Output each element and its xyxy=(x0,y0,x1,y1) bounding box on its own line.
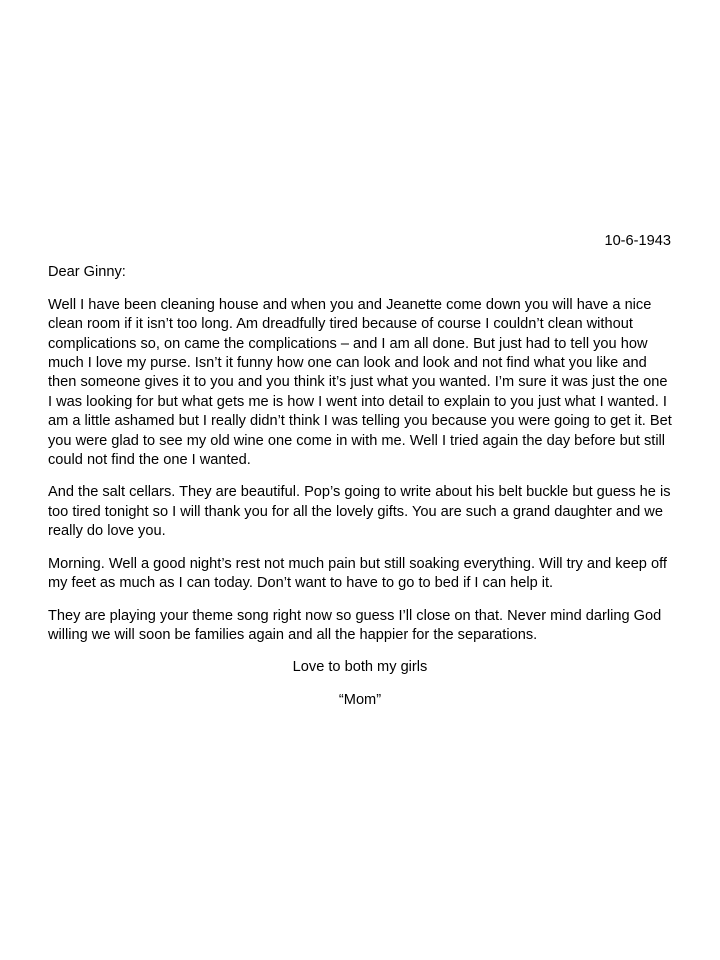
letter-signature: “Mom” xyxy=(338,691,382,708)
letter-date: 10-6-1943 xyxy=(604,233,671,249)
letter-paragraph-4: They are playing your theme song right now so guess I’ll close on that. Never mind darling God willing we will soon be families again and all the happier for the separations. xyxy=(48,607,662,643)
letter-body xyxy=(48,232,672,710)
letter-closing: Love to both my girls xyxy=(292,659,428,676)
letter-salutation: Dear Ginny: xyxy=(48,264,126,281)
letter-paragraph-3: Morning. Well a good night’s rest not much pain but still soaking everything. Will try and keep off my feet as much as I can today. Don’t want to have to go to bed if I can help it. xyxy=(48,555,667,592)
letter-paragraph-1: Well I have been cleaning house and when you and Jeanette come down you will have a nice clean room if it isn’t too long. Am dreadfully tired because of course I couldn’t clean without complications so, on came the complications – and I am all done. But just had to tell you how much I love my purse. Isn’t it funny how one can look and look and not find what you like and then someone gives it to you and you think it’s just what you wanted. I’m sure it was just the one I was looking for but what gets me is how I went into detail to explain to you just what I wanted. I am a little ashamed but I really didn’t think I was telling you because you were going to get it. Bet you were glad to see my old wine one come in with me. Well I tried again the day before but still could not find the one I wanted. xyxy=(48,296,672,469)
letter-paragraph-2: And the salt cellars. They are beautiful. Pop’s going to write about his belt buckle but guess he is too tired tonight so I will thank you for all the lovely gifts. You are such a grand daughter and we really do love you. xyxy=(48,484,671,540)
